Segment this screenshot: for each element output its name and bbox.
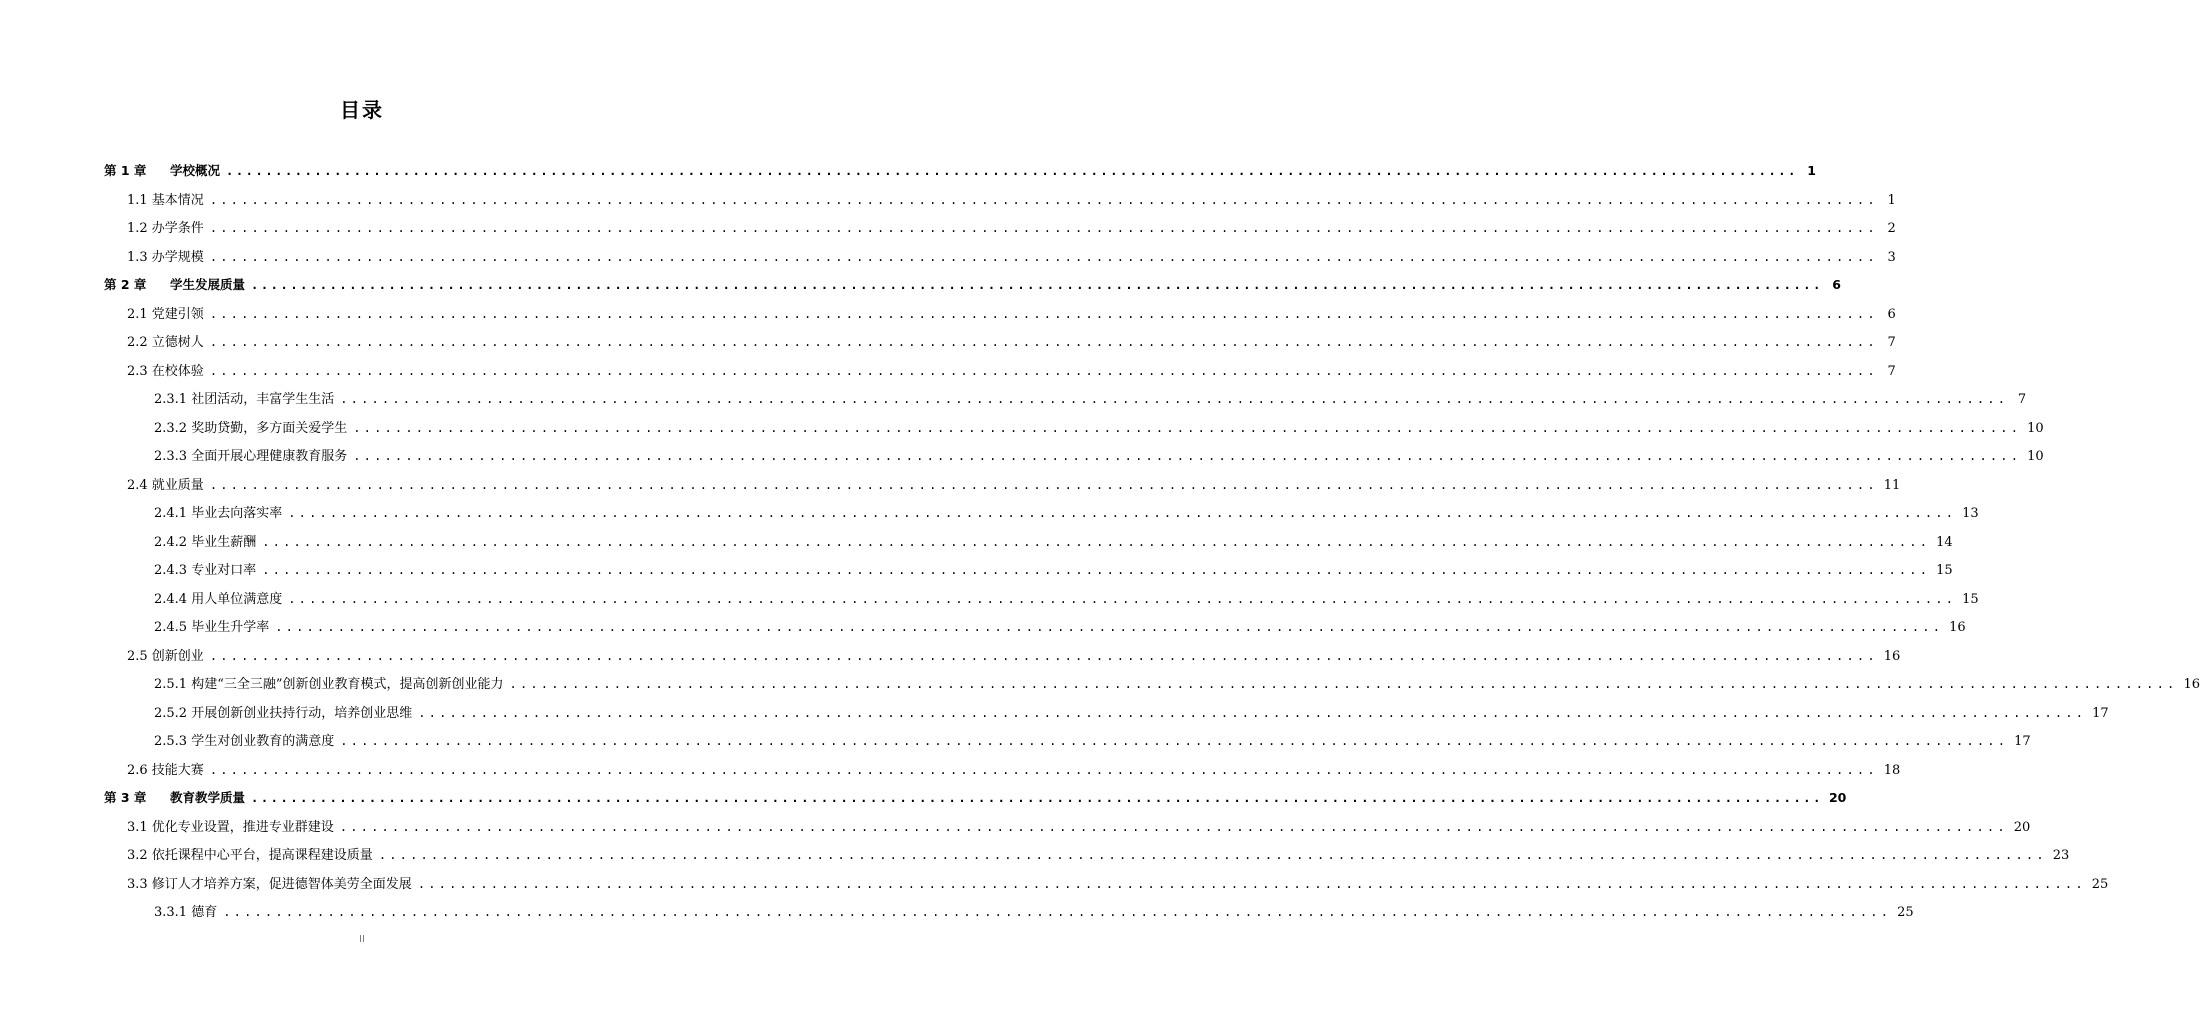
- toc-page-number: 25: [2091, 876, 2109, 892]
- toc-entry-label: 3.2 依托课程中心平台，提高课程建设质量: [127, 848, 373, 863]
- toc-entry[interactable]: [104, 699, 2109, 728]
- toc-entry[interactable]: [104, 756, 1901, 785]
- toc-entry[interactable]: [104, 585, 1979, 614]
- toc-entry-label: 2.3 在校体验: [127, 363, 204, 379]
- toc-entry[interactable]: [104, 556, 1953, 585]
- toc-entry-label: 3.3 修订人才培养方案，促进德智体美劳全面发展: [127, 876, 412, 892]
- dot-leader: ................................................................................................................................................................: [262, 563, 1931, 577]
- toc-entry[interactable]: [104, 670, 2200, 699]
- toc-entry[interactable]: [104, 300, 1896, 329]
- toc-entry[interactable]: [104, 870, 2109, 899]
- toc-page-number: 11: [1883, 477, 1901, 493]
- toc-entry-label: 2.5.2 开展创新创业扶持行动，培养创业思维: [154, 705, 413, 721]
- toc-entry-label: 2.4 就业质量: [127, 477, 204, 493]
- toc-page-number: 1: [1887, 192, 1896, 208]
- dot-leader: ................................................................................................................................................................: [251, 278, 1823, 292]
- toc-page-number: 1: [1807, 163, 1816, 178]
- toc-page-number: 25: [1897, 905, 1914, 920]
- dot-leader: ................................................................................................................................................................: [509, 677, 2178, 691]
- toc-entry-label: 3.3.1 德育: [154, 905, 218, 920]
- dot-leader: ................................................................................................................................................................: [209, 762, 1878, 777]
- toc-entry[interactable]: [104, 642, 1901, 671]
- toc-entry[interactable]: [104, 471, 1901, 500]
- toc-page-number: 16: [1883, 648, 1901, 664]
- dot-leader: ................................................................................................................................................................: [251, 791, 1823, 805]
- toc-entry[interactable]: [104, 442, 2044, 471]
- toc-entry[interactable]: [104, 784, 1847, 813]
- toc-page-number: 18: [1883, 762, 1901, 778]
- toc-page-number: 13: [1962, 506, 1979, 521]
- toc-entry[interactable]: [104, 841, 2070, 870]
- toc-entry[interactable]: [104, 499, 1979, 528]
- toc-page-number: 16: [1949, 620, 1966, 635]
- toc-entry-label: 1.2 办学条件: [127, 221, 204, 236]
- dot-leader: ................................................................................................................................................................: [340, 392, 2009, 406]
- toc-page-number: 16: [2183, 677, 2200, 692]
- toc-entry-label: 2.5.1 构建“三全三融”创新创业教育模式，提高创新创业能力: [154, 677, 504, 692]
- toc-entry-label: 2.4.1 毕业去向落实率: [154, 506, 283, 521]
- toc-page-number: 10: [2027, 420, 2044, 436]
- dot-leader: ................................................................................................................................................................: [209, 249, 1878, 264]
- toc-entry-label: 学生发展质量: [170, 277, 246, 292]
- toc-entry-label: 2.2 立德树人: [127, 335, 204, 350]
- dot-leader: ................................................................................................................................................................: [418, 705, 2087, 720]
- dot-leader: ................................................................................................................................................................: [288, 591, 1957, 606]
- dot-leader: ................................................................................................................................................................: [209, 477, 1878, 492]
- dot-leader: ................................................................................................................................................................: [353, 420, 2022, 435]
- toc-entry-label: 2.5 创新创业: [127, 648, 204, 664]
- toc-page-number: 2: [1887, 221, 1896, 236]
- dot-leader: ................................................................................................................................................................: [209, 192, 1878, 207]
- toc-page-number: 10: [2027, 449, 2044, 464]
- dot-leader: ................................................................................................................................................................: [223, 905, 1892, 919]
- toc-chapter-number: 第 2 章: [104, 277, 147, 292]
- toc-entry[interactable]: [104, 357, 1896, 386]
- toc-entry-label: 教育教学质量: [170, 790, 246, 805]
- toc-entry-label: 1.3 办学规模: [127, 249, 204, 265]
- toc-page-number: 20: [1828, 790, 1847, 805]
- toc-entry[interactable]: [104, 528, 1953, 557]
- toc-entry-label: 1.1 基本情况: [127, 192, 204, 208]
- toc-entry-label: 2.3.1 社团活动，丰富学生生活: [154, 392, 335, 407]
- toc-entry[interactable]: [104, 385, 2027, 414]
- toc-page-number: 7: [1887, 363, 1896, 379]
- toc-entry[interactable]: [104, 727, 2031, 756]
- dot-leader: ................................................................................................................................................................: [209, 648, 1878, 663]
- toc-entry[interactable]: [104, 414, 2044, 443]
- toc-entry-label: 3.1 优化专业设置，推进专业群建设: [127, 819, 334, 835]
- toc-entry-label: 2.4.3 专业对口率: [154, 563, 257, 578]
- dot-leader: ................................................................................................................................................................: [209, 335, 1878, 349]
- toc-entry[interactable]: [104, 157, 1816, 186]
- toc-entry-label: 2.3.3 全面开展心理健康教育服务: [154, 449, 348, 464]
- toc-page-number: 6: [1887, 306, 1896, 322]
- toc-page-number: 17: [2092, 705, 2109, 721]
- dot-leader: ................................................................................................................................................................: [417, 876, 2086, 891]
- dot-leader: ................................................................................................................................................................: [209, 363, 1878, 378]
- dot-leader: ................................................................................................................................................................: [209, 221, 1878, 235]
- toc-entry-label: 2.1 党建引领: [127, 306, 204, 322]
- toc-chapter-number: 第 1 章: [104, 163, 147, 178]
- dot-leader: ................................................................................................................................................................: [275, 620, 1944, 634]
- toc-entry[interactable]: [104, 613, 1966, 642]
- toc-entry-label: 2.3.2 奖助贷勤，多方面关爱学生: [154, 420, 348, 436]
- dot-leader: ................................................................................................................................................................: [353, 449, 2022, 463]
- table-of-contents: [104, 157, 2200, 927]
- toc-page-number: 15: [1962, 591, 1979, 607]
- toc-page-number: 7: [2017, 392, 2027, 407]
- toc-entry-label: 2.4.5 毕业生升学率: [154, 620, 270, 635]
- dot-leader: ................................................................................................................................................................: [209, 306, 1878, 321]
- toc-entry-label: 2.5.3 学生对创业教育的满意度: [154, 734, 335, 749]
- toc-entry[interactable]: [104, 186, 1896, 215]
- dot-leader: ................................................................................................................................................................: [226, 164, 1798, 178]
- toc-entry[interactable]: [104, 271, 1841, 300]
- toc-entry[interactable]: [104, 898, 1914, 927]
- toc-page-number: 20: [2013, 819, 2031, 835]
- toc-entry-label: 2.4.4 用人单位满意度: [154, 591, 283, 607]
- toc-page-number: 15: [1936, 563, 1953, 578]
- dot-leader: ................................................................................................................................................................: [262, 534, 1931, 549]
- toc-entry-label: 学校概况: [170, 163, 221, 178]
- toc-page-number: 23: [2052, 848, 2070, 863]
- page-title: 目录: [340, 98, 384, 122]
- toc-page-number: 3: [1887, 249, 1896, 265]
- page-number: II: [359, 934, 365, 945]
- toc-chapter-number: 第 3 章: [104, 790, 147, 805]
- toc-page-number: 7: [1887, 335, 1896, 350]
- toc-page-number: 6: [1832, 277, 1841, 292]
- toc-entry[interactable]: [104, 328, 1896, 357]
- toc-page-number: 17: [2014, 734, 2031, 749]
- dot-leader: ................................................................................................................................................................: [378, 848, 2047, 862]
- toc-entry[interactable]: [104, 813, 2031, 842]
- toc-entry[interactable]: [104, 243, 1896, 272]
- toc-entry[interactable]: [104, 214, 1896, 243]
- toc-entry-label: 2.4.2 毕业生薪酬: [154, 534, 257, 550]
- dot-leader: ................................................................................................................................................................: [288, 506, 1957, 520]
- dot-leader: ................................................................................................................................................................: [340, 734, 2009, 748]
- dot-leader: ................................................................................................................................................................: [339, 819, 2008, 834]
- toc-entry-label: 2.6 技能大赛: [127, 762, 204, 778]
- toc-page-number: 14: [1936, 534, 1953, 550]
